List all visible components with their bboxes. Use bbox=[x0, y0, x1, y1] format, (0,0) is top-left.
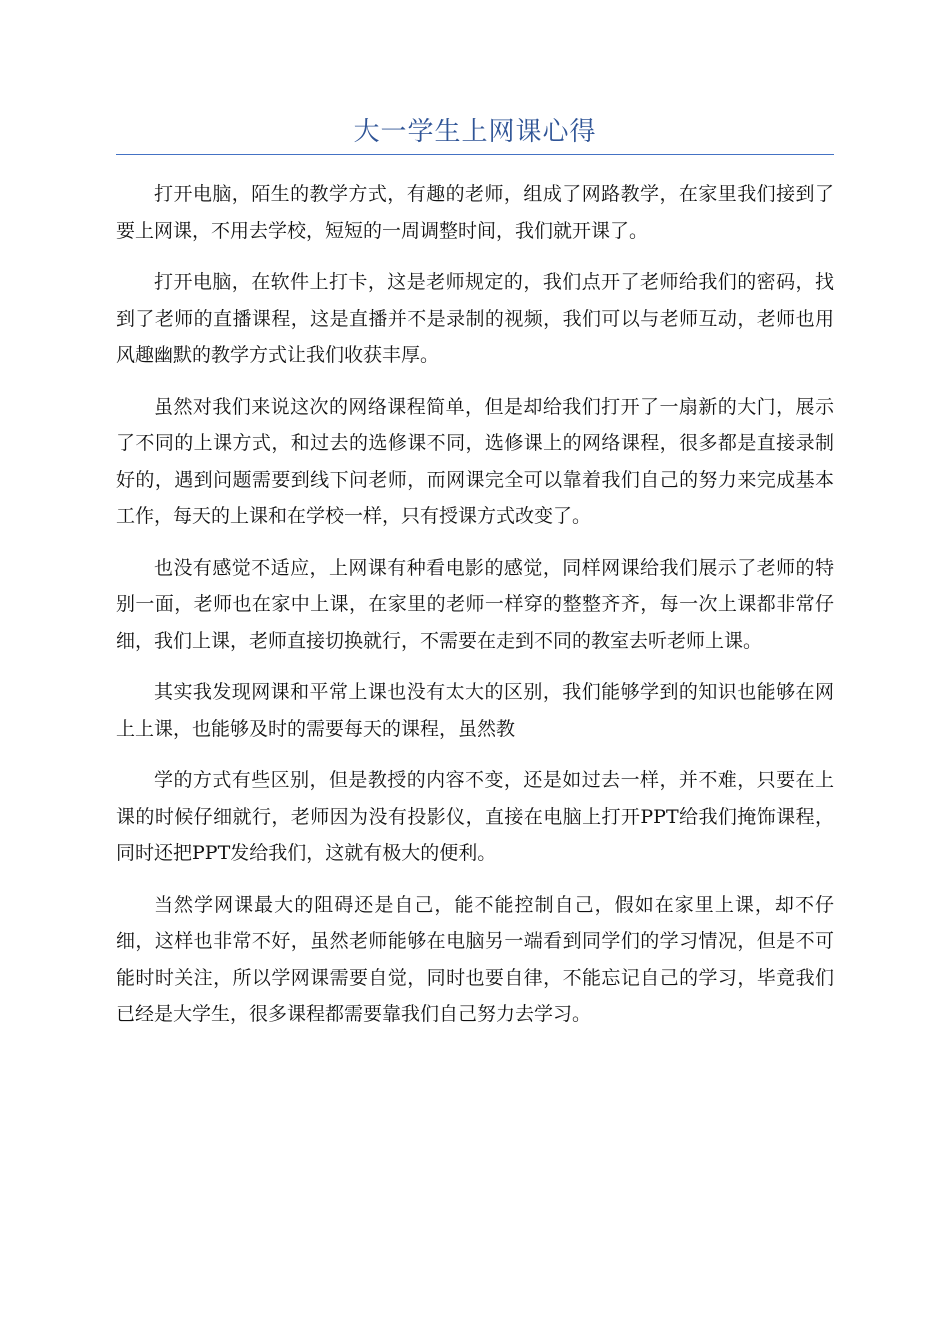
paragraph-2: 打开电脑，在软件上打卡，这是老师规定的，我们点开了老师给我们的密码，找到了老师的直播课程，这是直播并不是录制的视频，我们可以与老师互动，老师也用风趣幽默的教学方式让我们收获丰厚。 bbox=[116, 271, 834, 366]
document-body bbox=[116, 176, 834, 1048]
paragraph-3: 虽然对我们来说这次的网络课程简单，但是却给我们打开了一扇新的大门，展示了不同的上课方式，和过去的选修课不同，选修课上的网络课程，很多都是直接录制好的，遇到问题需要到线下问老师，而网课完全可以靠着我们自己的努力来完成基本工作，每天的上课和在学校一样，只有授课方式改变了。 bbox=[116, 395, 834, 527]
paragraph-7: 当然学网课最大的阻碍还是自己，能不能控制自己，假如在家里上课，却不仔细，这样也非常不好，虽然老师能够在电脑另一端看到同学们的学习情况，但是不可能时时关注，所以学网课需要自觉，同时也要自律，不能忘记自己的学习，毕竟我们已经是大学生，很多课程都需要靠我们自己努力去学习。 bbox=[116, 893, 834, 1025]
paragraph-1: 打开电脑，陌生的教学方式，有趣的老师，组成了网路教学，在家里我们接到了要上网课，不用去学校，短短的一周调整时间，我们就开课了。 bbox=[116, 183, 834, 242]
title-underline bbox=[116, 154, 834, 155]
paragraph-5: 其实我发现网课和平常上课也没有太大的区别，我们能够学到的知识也能够在网上上课，也能够及时的需要每天的课程，虽然教 bbox=[116, 681, 834, 740]
paragraph-4: 也没有感觉不适应，上网课有种看电影的感觉，同样网课给我们展示了老师的特别一面，老师也在家中上课，在家里的老师一样穿的整整齐齐，每一次上课都非常仔细，我们上课，老师直接切换就行，不需要在走到不同的教室去听老师上课。 bbox=[116, 556, 834, 652]
document-title: 大一学生上网课心得 bbox=[353, 117, 597, 147]
paragraph-6: 学的方式有些区别，但是教授的内容不变，还是如过去一样，并不难，只要在上课的时候仔细就行，老师因为没有投影仪，直接在电脑上打开PPT给我们掩饰课程，同时还把PPT发给我们，这就有极大的便利。 bbox=[116, 769, 834, 864]
